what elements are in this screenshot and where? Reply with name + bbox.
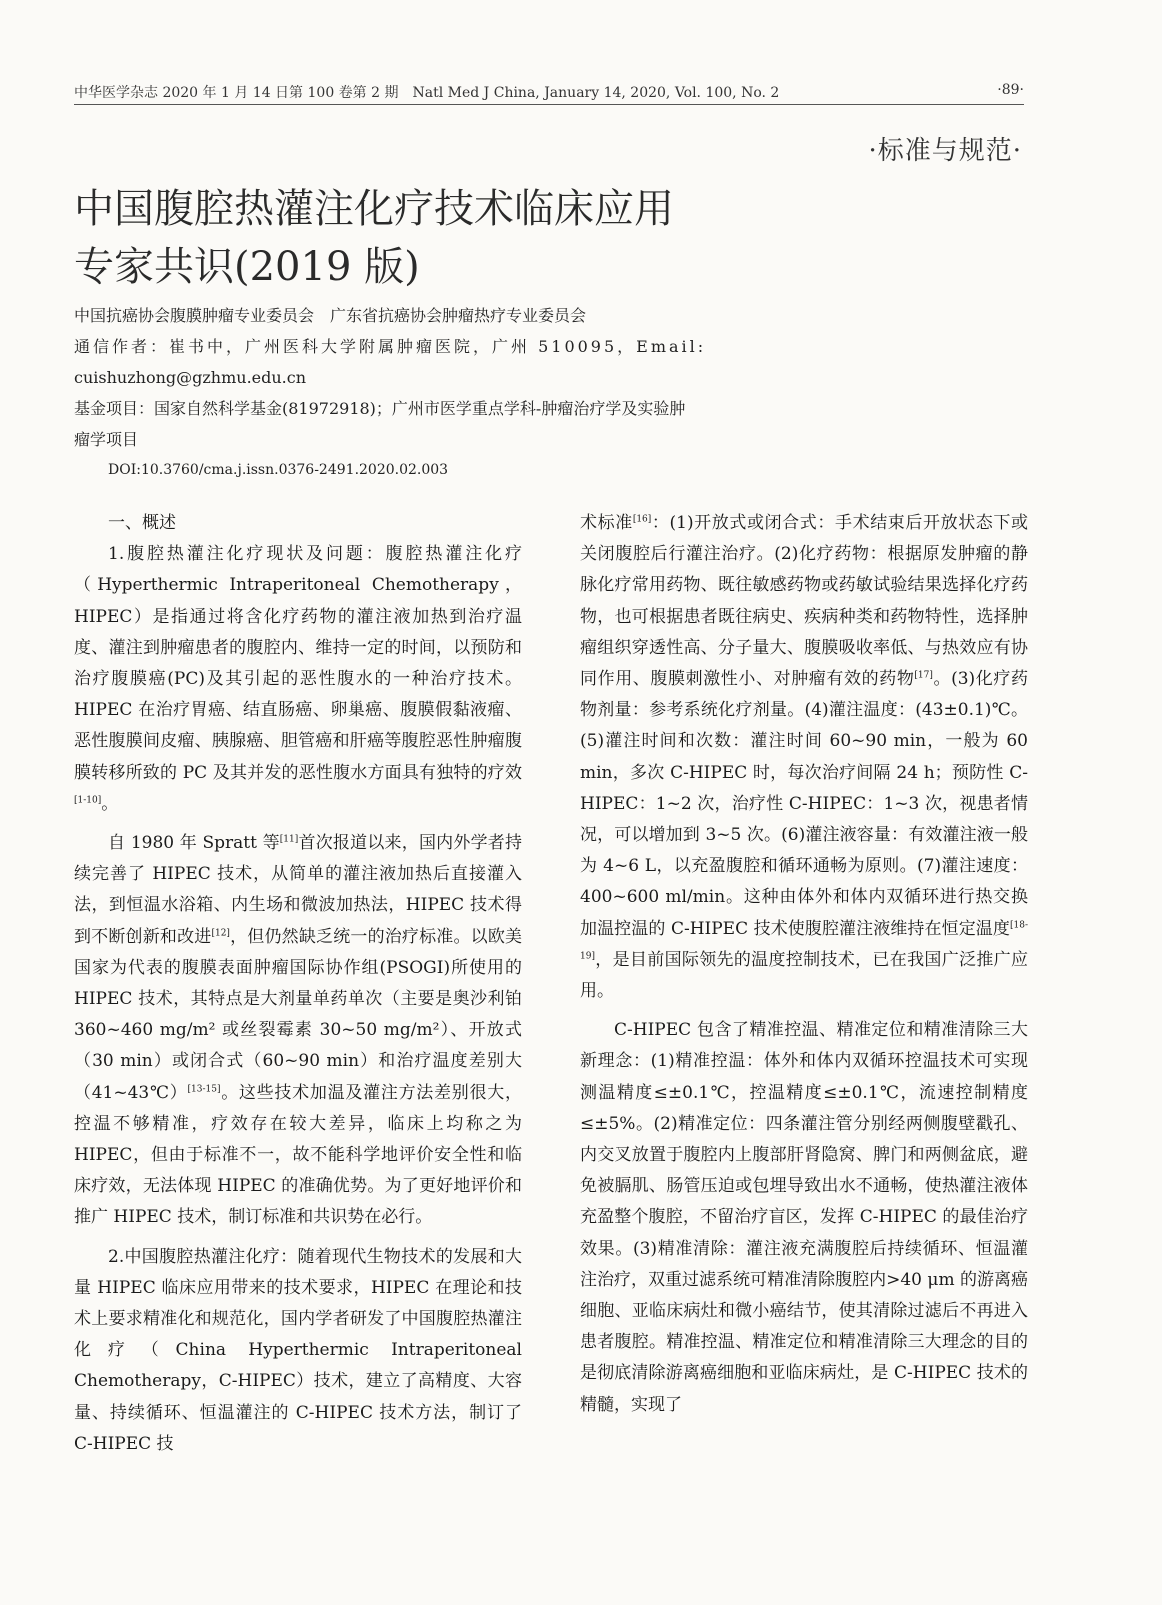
page-number: ·89· — [997, 82, 1024, 98]
funding-line-2: 瘤学项目 — [74, 430, 139, 449]
funding-line-1: 基金项目：国家自然科学基金(81972918)；广州市医学重点学科-肿瘤治疗学及实验肿 — [74, 399, 686, 418]
doi: DOI:10.3760/cma.j.issn.0376-2491.2020.02.003 — [108, 462, 449, 478]
citation: [16] — [632, 514, 652, 525]
section-tag: ·标准与规范· — [868, 136, 1022, 166]
paragraph-continued: 术标准[16]：(1)开放式或闭合式：手术结束后开放状态下或关闭腹腔后行灌注治疗。(2)化疗药物：根据原发肿瘤的静脉化疗常用药物、既往敏感药物或药敏试验结果选择化疗药物，也可根据患者既往病史、疾病种类和药物特性，选择肿瘤组织穿透性高、分子量大、腹膜吸收率低、与热效应有协同作用、腹膜刺激性小、对肿瘤有效的药物[17]。(3)化疗药物剂量：参考系统化疗剂量。(4)灌注温度：(43±0.1)℃。(5)灌注时间和次数：灌注时间 60~90 min，一般为 60 min，多次 C-HIPEC 时，每次治疗间隔 24 h；预防性 C-HIPEC：1~2 次，治疗性 C-HIPEC：1~3 次，视患者情况，可以增加到 3~5 次。(6)灌注液容量：有效灌注液一般为 4~6 L，以充盈腹腔和循环通畅为原则。(7)灌注速度：400~600 ml/min。这种由体外和体内双循环进行热交换加温控温的 C-HIPEC 技术使腹腔灌注液维持在恒定温度[18-19]，是目前国际领先的温度控制技术，已在我国广泛推广应用。 — [580, 513, 1028, 1002]
citation: [18-19] — [580, 919, 1028, 962]
citation: [11] — [279, 834, 299, 845]
citation: [12] — [211, 927, 230, 938]
paragraph-chipec-concepts: C-HIPEC 包含了精准控温、精准定位和精准清除三大新理念：(1)精准控温：体外和体内双循环控温技术可实现测温精度≤±0.1℃，控温精度≤±0.1℃，流速控制精度≤±5%。(2)精准定位：四条灌注管分别经两侧腹壁戳孔、内交叉放置于腹腔内上腹部肝肾隐窝、脾门和两侧盆底，避免被膈肌、肠管压迫或包埋导致出水不通畅，使热灌注液体充盈整个腹腔，不留治疗盲区，发挥 C-HIPEC 的最佳治疗效果。(3)精准清除：灌注液充满腹腔后持续循环、恒温灌注治疗，双重过滤系统可精准清除腹腔内>40 μm 的游离癌细胞、亚临床病灶和微小癌结节，使其清除过滤后不再进入患者腹腔。精准控温、精准定位和精准清除三大理念的目的是彻底清除游离癌细胞和亚临床病灶，是 C-HIPEC 技术的精髓，实现了 — [580, 1020, 1028, 1415]
authors: 中国抗癌协会腹膜肿瘤专业委员会 广东省抗癌协会肿瘤热疗专业委员会 — [74, 306, 587, 325]
article-title — [74, 180, 834, 296]
article-meta — [74, 300, 844, 455]
running-header — [74, 82, 1024, 104]
citation: [13-15] — [187, 1084, 221, 1094]
citation: [1-10] — [74, 795, 102, 806]
paragraph-3: 2.中国腹腔热灌注化疗：随着现代生物技术的发展和大量 HIPEC 临床应用带来的技术要求，HIPEC 在理论和技术上要求精准化和规范化，国内学者研发了中国腹腔热灌注化疗（China Hyperthermic Intraperitoneal Chemotherapy，C-HIPEC）技术，建立了高精度、大容量、持续循环、恒温灌注的 C-HIPEC 技术方法，制订了 C-HIPEC 技 — [74, 1246, 522, 1454]
title-line-2: 专家共识(2019 版) — [74, 244, 420, 290]
section-heading: 一、概述 — [108, 513, 176, 533]
correspondence-line: 通信作者：崔书中，广州医科大学附属肿瘤医院，广州 510095，Email: — [74, 337, 707, 356]
journal-citation: 中华医学杂志 2020 年 1 月 14 日第 100 卷第 2 期 Natl Med J China, January 14, 2020, Vol. 100, No. 2 — [74, 85, 780, 101]
right-column — [580, 508, 1028, 1421]
paragraph-2: 自 1980 年 Spratt 等[11]首次报道以来，国内外学者持续完善了 HIPEC 技术，从简单的灌注液加热后直接灌入法，到恒温水浴箱、内生场和微波加热法，HIPEC 技术得到不断创新和改进[12]，但仍然缺乏统一的治疗标准。以欧美国家为代表的腹膜表面肿瘤国际协作组(PSOGI)所使用的 HIPEC 技术，其特点是大剂量单药单次（主要是奥沙利铂 360~460 mg/m² 或丝裂霉素 30~50 mg/m²）、开放式（30 min）或闭合式（60~90 min）和治疗温度差别大（41~43℃）[13-15]。这些技术加温及灌注方法差别很大，控温不够精准，疗效存在较大差异，临床上均称之为 HIPEC，但由于标准不一，故不能科学地评价安全性和临床疗效，无法体现 HIPEC 的准确优势。为了更好地评价和推广 HIPEC 技术，制订标准和共识势在必行。 — [74, 833, 523, 1228]
header-rule — [74, 104, 1024, 105]
citation: [17] — [914, 670, 933, 681]
title-line-1: 中国腹腔热灌注化疗技术临床应用 — [74, 186, 674, 232]
paragraph-1: 1.腹腔热灌注化疗现状及问题：腹腔热灌注化疗（Hyperthermic Intraperitoneal Chemotherapy，HIPEC）是指通过将含化疗药物的灌注液加热到治疗温度、灌注到肿瘤患者的腹腔内、维持一定的时间，以预防和治疗腹膜癌(PC)及其引起的恶性腹水的一种治疗技术。HIPEC 在治疗胃癌、结直肠癌、卵巢癌、腹膜假黏液瘤、恶性腹膜间皮瘤、胰腺癌、胆管癌和肝癌等腹腔恶性肿瘤腹膜转移所致的 PC 及其并发的恶性腹水方面具有独特的疗效[1-10]。 — [74, 544, 522, 814]
correspondence-email: cuishuzhong@gzhmu.edu.cn — [74, 368, 307, 387]
left-column — [74, 508, 522, 1460]
